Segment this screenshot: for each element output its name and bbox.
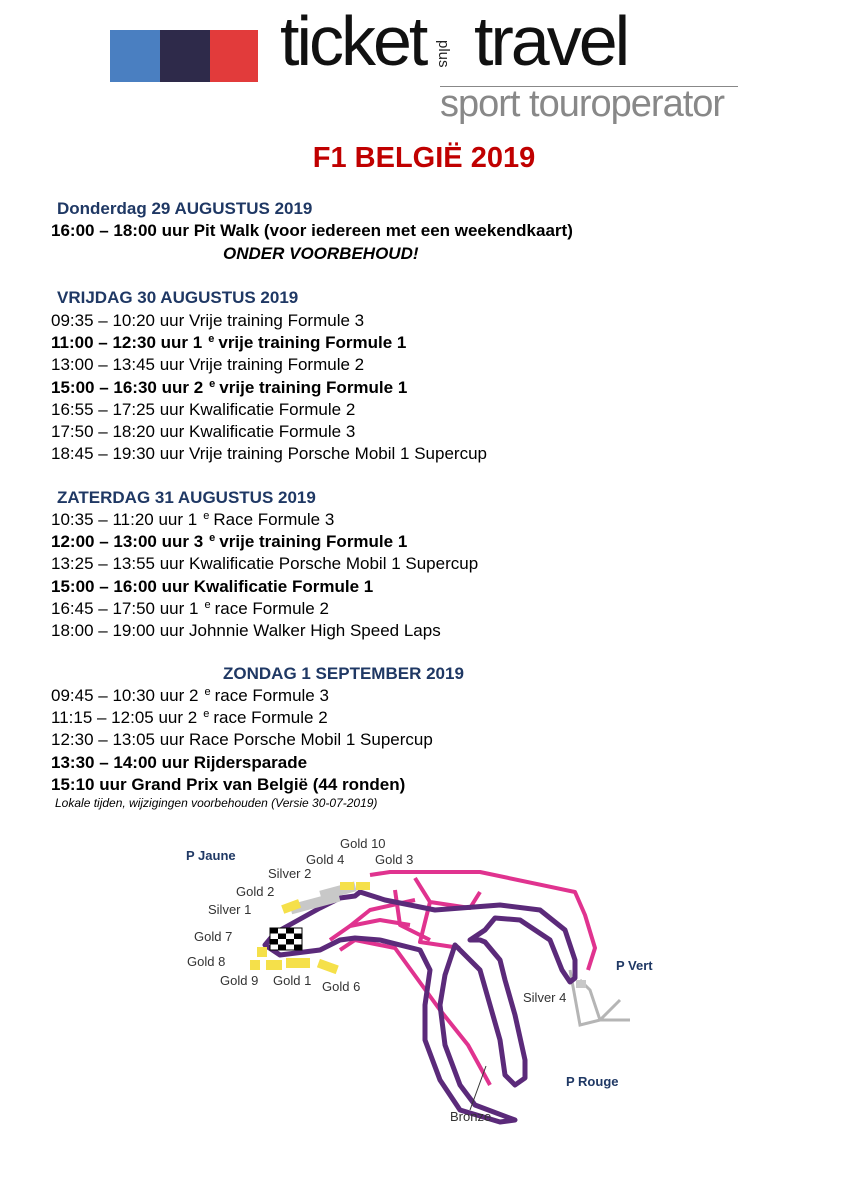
brand-logo [110, 2, 750, 130]
day-heading-saturday: ZATERDAG 31 AUGUSTUS 2019 [57, 488, 316, 507]
schedule-time: 12:30 – 13:05 uur [51, 730, 185, 750]
schedule-event: vrije training Formule 1 [218, 333, 407, 353]
session-number: 3 [193, 532, 204, 552]
schedule-line [51, 686, 329, 706]
stand-gold-6-marker [317, 959, 339, 974]
stand-gold-7-marker [257, 947, 267, 957]
brand-color-bar-blue [110, 30, 160, 82]
ordinal-suffix: e [208, 333, 215, 346]
schedule-line [51, 355, 364, 375]
schedule-line [51, 510, 334, 530]
schedule-event: Race Formule 3 [213, 510, 335, 529]
schedule-event: Kwalificatie Formule 3 [189, 422, 356, 441]
stand-gold-8-label: Gold 8 [187, 954, 226, 969]
day-heading-friday: VRIJDAG 30 AUGUSTUS 2019 [57, 288, 299, 307]
ordinal-suffix: e [203, 510, 210, 522]
schedule-line [51, 532, 407, 552]
footnote: Lokale tijden, wijzigingen voorbehouden (Versie 30-07-2019) [55, 796, 378, 810]
circuit-map [180, 830, 670, 1130]
schedule-event: Vrije training Formule 2 [189, 355, 365, 375]
session-number: 2 [193, 377, 204, 397]
day-heading-sunday: ZONDAG 1 SEPTEMBER 2019 [223, 664, 464, 683]
ordinal-suffix: e [209, 377, 216, 390]
schedule-time: 15:00 – 16:00 uur [51, 576, 189, 596]
schedule-time: 16:45 – 17:50 uur [51, 598, 185, 618]
stand-gold-9-marker [266, 960, 282, 970]
stand-gold-6-label: Gold 6 [322, 979, 361, 994]
schedule-time: 09:35 – 10:20 uur [51, 311, 185, 330]
stand-gold-3-marker [356, 882, 370, 890]
schedule-line [51, 554, 478, 574]
ordinal-suffix: e [204, 686, 211, 698]
schedule-event: Kwalificatie Porsche Mobil 1 Supercup [189, 554, 479, 574]
session-number: 2 [189, 686, 199, 705]
day-heading-thursday: Donderdag 29 AUGUSTUS 2019 [57, 199, 313, 218]
schedule-line [51, 621, 441, 641]
brand-name-travel: travel [474, 2, 628, 80]
schedule-event: Kwalificatie Formule 1 [193, 576, 374, 596]
session-number: 1 [187, 510, 198, 529]
schedule-event: Rijdersparade [193, 752, 308, 772]
brand-name-ticket: ticket [280, 2, 426, 80]
stand-silver-4-marker [576, 980, 586, 988]
schedule-time: 13:25 – 13:55 uur [51, 554, 185, 574]
stand-gold-8-marker [250, 960, 260, 970]
ordinal-suffix: e [203, 708, 210, 721]
chequered-flag-icon [270, 928, 302, 950]
schedule-line [51, 311, 364, 331]
stand-gold-9-label: Gold 9 [220, 973, 259, 988]
stand-gold-10-label: Gold 10 [340, 836, 386, 851]
stand-gold-4-marker [340, 882, 354, 890]
parking-vert-label: P Vert [616, 958, 653, 973]
schedule-line [51, 400, 355, 420]
ordinal-suffix: e [209, 532, 216, 545]
schedule-event: vrije training Formule 1 [219, 377, 408, 397]
schedule-time: 10:35 – 11:20 uur [51, 510, 184, 529]
stand-silver-4-label: Silver 4 [523, 990, 567, 1005]
schedule-event: Race Porsche Mobil 1 Supercup [189, 730, 433, 750]
parking-rouge-label: P Rouge [566, 1074, 619, 1089]
schedule-event: Vrije training Formule 3 [189, 311, 365, 330]
schedule-line [51, 422, 355, 442]
schedule-event: Johnnie Walker High Speed Laps [189, 621, 441, 640]
schedule-time: 12:00 – 13:00 uur [51, 532, 189, 552]
schedule-remark: ONDER VOORBEHOUD! [223, 244, 419, 263]
stand-silver-1-label: Silver 1 [208, 902, 252, 917]
session-number: 2 [187, 708, 198, 728]
brand-name-plus: plus [435, 40, 452, 68]
brand-tagline: sport touroperator [440, 83, 725, 125]
stand-gold-3-label: Gold 3 [375, 852, 414, 867]
schedule-event: Kwalificatie Formule 2 [189, 399, 356, 419]
schedule-time: 16:55 – 17:25 uur [51, 399, 185, 419]
brand-color-bar-dark [160, 30, 210, 82]
schedule-event: race Formule 3 [214, 686, 329, 705]
schedule-time: 11:15 – 12:05 uur [51, 708, 184, 728]
schedule-time: 15:10 uur [51, 774, 127, 794]
schedule-line [51, 444, 487, 464]
brand-color-bar-red [210, 30, 258, 82]
schedule-line: 16:00 – 18:00 uur Pit Walk (voor iedereen met een weekendkaart) [51, 221, 573, 240]
schedule-time: 11:00 – 12:30 uur [51, 333, 189, 353]
stand-gold-1-label: Gold 1 [273, 973, 312, 988]
session-number: 1 [189, 598, 199, 618]
schedule-time: 13:30 – 14:00 uur [51, 752, 189, 772]
schedule-line [51, 333, 406, 353]
schedule-time: 09:45 – 10:30 uur [51, 686, 185, 705]
schedule-time: 15:00 – 16:30 uur [51, 377, 189, 397]
schedule-event: vrije training Formule 1 [219, 532, 408, 552]
stand-gold-2-label: Gold 2 [236, 884, 275, 899]
stand-gold-1-marker [286, 958, 310, 968]
bronze-pointer [470, 1066, 486, 1110]
schedule-line [51, 577, 373, 597]
access-roads [330, 872, 595, 1085]
parking-jaune-label: P Jaune [186, 848, 236, 863]
schedule-line [51, 730, 433, 750]
stand-silver-2-label: Silver 2 [268, 866, 312, 881]
schedule-event: race Formule 2 [214, 598, 329, 618]
stand-bronze-label: Bronze [450, 1109, 492, 1124]
schedule-time: 18:00 – 19:00 uur [51, 621, 185, 640]
schedule-line [51, 775, 405, 795]
schedule-event: Vrije training Porsche Mobil 1 Supercup [189, 444, 487, 464]
schedule-time: 17:50 – 18:20 uur [51, 422, 185, 441]
schedule-line [51, 708, 328, 728]
session-number: 1 [192, 333, 203, 353]
schedule-event: Grand Prix van België (44 ronden) [131, 774, 406, 794]
grey-roads [570, 970, 630, 1025]
schedule-event: race Formule 2 [213, 708, 328, 728]
schedule-time: 13:00 – 13:45 uur [51, 355, 185, 375]
schedule-time: 18:45 – 19:30 uur [51, 444, 185, 464]
stand-gold-4-label: Gold 4 [306, 852, 345, 867]
schedule-line [51, 378, 407, 398]
ordinal-suffix: e [204, 598, 211, 611]
stand-gold-7-label: Gold 7 [194, 929, 233, 944]
track-outline [265, 892, 575, 1122]
page-title: F1 BELGIË 2019 [312, 142, 536, 174]
schedule-line [51, 599, 329, 619]
schedule-line [51, 753, 307, 773]
